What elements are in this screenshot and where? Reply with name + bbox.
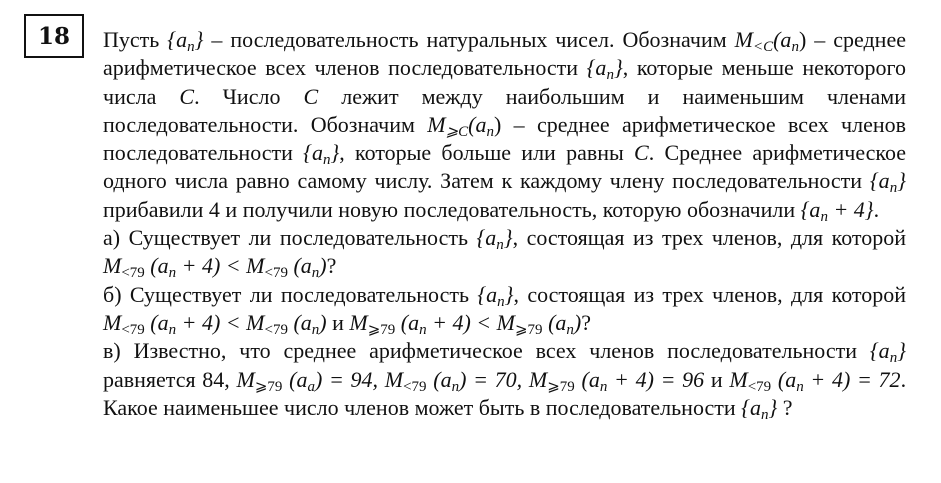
text-fragment: n	[760, 406, 769, 423]
text-fragment: {a	[741, 394, 761, 420]
text-fragment: M	[236, 366, 255, 392]
text-fragment: ?	[777, 394, 793, 420]
text-fragment: . Какое наименьшее число членов может быть в последовательности	[103, 366, 907, 420]
text-fragment: равняется 84,	[103, 366, 237, 392]
problem-number: 18	[37, 22, 70, 50]
text-fragment: M	[734, 27, 753, 52]
problem-text	[103, 26, 906, 422]
text-fragment: n	[451, 378, 460, 395]
text-fragment: (a	[771, 366, 797, 392]
text-fragment: n	[599, 378, 608, 395]
text-fragment: M	[246, 309, 265, 335]
text-fragment: n	[311, 321, 320, 338]
text-fragment: C	[303, 83, 319, 109]
text-fragment: n	[796, 378, 804, 395]
text-fragment: M	[103, 253, 122, 279]
text-fragment: + 4}	[827, 196, 874, 222]
text-fragment: ⩾79	[514, 321, 543, 338]
text-fragment: лежит между наибольшим и наименьшим членами последовательности. Обозначим	[103, 83, 906, 137]
text-fragment: }	[897, 338, 906, 364]
text-fragment: (a	[426, 366, 452, 392]
text-fragment: n	[168, 265, 177, 282]
text-fragment: M	[427, 111, 446, 137]
text-fragment: (a	[542, 309, 567, 335]
text-fragment: (a	[144, 309, 169, 335]
text-fragment: (a	[395, 309, 420, 335]
part-a-paragraph	[103, 224, 906, 281]
text-fragment: n	[419, 321, 427, 338]
text-fragment: n	[820, 208, 828, 225]
text-fragment: )	[573, 309, 582, 335]
text-fragment: прибавили 4 и получили новую последовательность, которую обозначили	[103, 196, 801, 222]
text-fragment: )	[319, 253, 327, 279]
text-fragment: M	[103, 309, 122, 335]
problem-number-box	[24, 14, 84, 58]
text-fragment: (a	[287, 253, 312, 279]
text-fragment: {a	[303, 140, 323, 166]
text-fragment: ⩾79	[254, 378, 283, 395]
text-fragment: , которые больше или равны	[339, 140, 635, 166]
text-fragment: (a	[144, 253, 169, 279]
text-fragment: и	[326, 309, 350, 335]
text-fragment: (a	[287, 309, 312, 335]
text-fragment: }	[768, 394, 778, 420]
text-fragment: n	[486, 123, 494, 140]
text-fragment: (a	[773, 27, 792, 52]
text-fragment: M	[528, 366, 548, 392]
text-fragment: <79	[264, 265, 288, 282]
text-fragment: M	[729, 366, 748, 392]
text-fragment: n	[311, 265, 320, 282]
text-fragment: ?	[326, 253, 337, 279]
text-fragment: n	[496, 237, 504, 254]
text-fragment: a	[307, 378, 315, 395]
text-fragment: C	[179, 83, 195, 109]
text-fragment: n	[168, 321, 177, 338]
part-b-paragraph	[103, 281, 906, 338]
text-fragment: {a	[477, 281, 498, 307]
text-fragment: ?	[581, 309, 591, 335]
text-fragment: n	[566, 321, 574, 338]
text-fragment: <79	[747, 378, 772, 395]
text-fragment: )	[798, 27, 807, 52]
text-fragment: <79	[121, 321, 145, 338]
text-fragment: {a	[869, 338, 890, 364]
text-fragment: <79	[121, 265, 145, 282]
text-fragment: Пусть	[103, 27, 168, 52]
text-fragment: (a	[574, 366, 600, 392]
text-fragment: а) Существует ли последовательность	[103, 225, 477, 251]
text-fragment: – последовательность натуральных чисел. Обозначим	[203, 27, 735, 52]
text-fragment: }	[503, 225, 513, 251]
text-fragment: ⩾79	[367, 321, 396, 338]
text-fragment: – среднее арифметическое всех членов последовательности	[103, 111, 906, 166]
text-fragment: <79	[264, 321, 288, 338]
text-fragment: .	[873, 196, 880, 222]
text-fragment: + 4) <	[176, 309, 247, 335]
text-fragment: . Среднее арифметическое одного числа равно самому числу. Затем к каждому члену последовательности	[103, 140, 906, 194]
text-fragment: , которые меньше некоторого числа	[103, 55, 906, 109]
text-fragment: )	[319, 309, 327, 335]
text-fragment: C	[634, 140, 649, 166]
text-fragment: {a	[869, 168, 890, 194]
text-fragment: n	[889, 180, 898, 197]
text-fragment: n	[889, 350, 898, 367]
text-fragment: <C	[752, 39, 774, 55]
text-fragment: в) Известно, что среднее арифметическое всех членов последовательности	[103, 338, 870, 364]
text-fragment: {a	[167, 27, 188, 52]
text-fragment: – среднее арифметическое всех членов последовательности	[103, 27, 906, 81]
text-fragment: M	[496, 309, 515, 335]
text-fragment: + 4) <	[426, 309, 497, 335]
intro-paragraph	[103, 26, 906, 224]
text-fragment: }	[194, 27, 204, 52]
text-fragment: {a	[586, 55, 607, 81]
text-fragment: б) Существует ли последовательность	[103, 281, 478, 307]
text-fragment: n	[322, 152, 331, 169]
text-fragment: {a	[800, 196, 821, 222]
part-c-paragraph	[103, 337, 906, 422]
text-fragment: , состоящая из трех членов, для которой	[513, 281, 907, 307]
text-fragment: + 4) = 96	[607, 366, 705, 392]
text-fragment: ) = 94,	[314, 366, 385, 392]
text-fragment: n	[187, 39, 195, 55]
text-fragment: (a	[468, 111, 487, 137]
text-fragment: <79	[403, 378, 427, 395]
text-fragment: n	[497, 293, 505, 310]
text-fragment: }	[613, 55, 623, 81]
text-fragment: M	[384, 366, 404, 392]
text-fragment: ⩾79	[547, 378, 575, 395]
text-fragment: M	[246, 253, 265, 279]
text-fragment: M	[349, 309, 368, 335]
text-fragment: ) = 70,	[459, 366, 529, 392]
text-fragment: ⩾C	[445, 123, 469, 140]
text-fragment: и	[704, 366, 730, 392]
text-fragment: , состоящая из трех членов, для которой	[512, 225, 906, 251]
text-fragment: + 4) <	[176, 253, 247, 279]
text-fragment: {a	[476, 225, 497, 251]
text-fragment: }	[897, 168, 906, 194]
text-fragment: n	[606, 67, 614, 84]
text-fragment: }	[504, 281, 514, 307]
text-fragment: + 4) = 72	[803, 366, 901, 392]
text-fragment: (a	[282, 366, 308, 392]
text-fragment: n	[791, 39, 799, 55]
text-fragment: . Число	[194, 83, 304, 109]
text-fragment: }	[330, 140, 340, 166]
text-fragment: )	[493, 111, 502, 137]
